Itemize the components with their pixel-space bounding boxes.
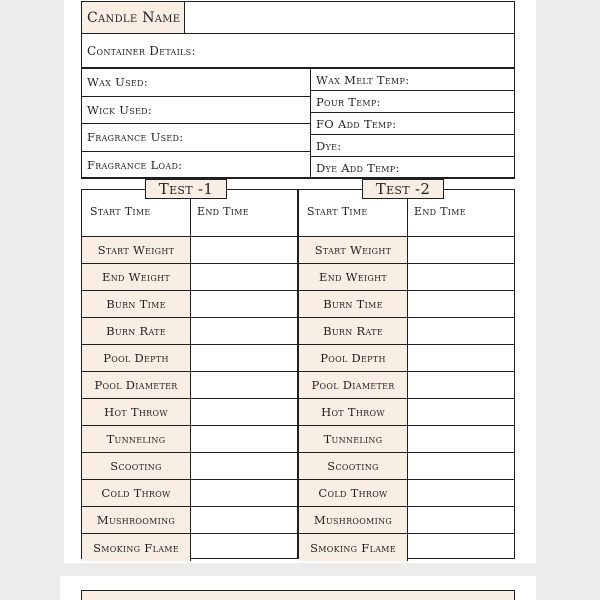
- metric-row: [299, 453, 514, 480]
- test-2-end-time-label: End Time: [414, 205, 466, 218]
- metric-label: Smoking Flame: [82, 534, 191, 561]
- pour-temp-field[interactable]: [311, 91, 514, 113]
- metric-label: Cold Throw: [299, 480, 408, 506]
- metric-label: Burn Rate: [82, 318, 191, 344]
- fragrance-used-field[interactable]: [82, 124, 310, 152]
- metric-row: [299, 426, 514, 453]
- wick-used-field[interactable]: [82, 97, 310, 125]
- metric-value-field[interactable]: [191, 318, 297, 344]
- metric-row: [299, 399, 514, 426]
- candle-details-grid: [81, 67, 515, 179]
- dye-field[interactable]: [311, 135, 514, 157]
- metric-row: [82, 291, 297, 318]
- metric-label: Pool Depth: [82, 345, 191, 371]
- metric-label: Tunneling: [82, 426, 191, 452]
- metric-label: Burn Rate: [299, 318, 408, 344]
- metric-value-field[interactable]: [191, 345, 297, 371]
- fragrance-used-label: Fragrance Used:: [87, 130, 184, 145]
- metric-value-field[interactable]: [408, 318, 514, 344]
- metric-row: [82, 372, 297, 399]
- dye-add-temp-label: Dye Add Temp:: [316, 161, 400, 175]
- dye-label: Dye:: [316, 138, 342, 153]
- candle-name-field[interactable]: [184, 1, 515, 34]
- metric-row: [299, 291, 514, 318]
- metric-label: Hot Throw: [82, 399, 191, 425]
- wax-melt-temp-label: Wax Melt Temp:: [316, 72, 410, 87]
- wick-used-label: Wick Used:: [87, 102, 153, 117]
- metric-value-field[interactable]: [191, 399, 297, 425]
- test-1-table: [81, 189, 298, 559]
- metric-label: Hot Throw: [299, 399, 408, 425]
- fragrance-load-label: Fragrance Load:: [87, 158, 183, 173]
- metric-row: [82, 399, 297, 426]
- metric-value-field[interactable]: [408, 453, 514, 479]
- metric-label: Mushrooming: [299, 507, 408, 533]
- metric-value-field[interactable]: [408, 264, 514, 290]
- candle-name-label: Candle Name: [81, 1, 185, 34]
- metric-row: [299, 237, 514, 264]
- test-2-start-time-label: Start Time: [307, 205, 368, 218]
- metric-value-field[interactable]: [408, 534, 514, 561]
- fo-add-temp-field[interactable]: [311, 113, 514, 135]
- metric-row: [299, 264, 514, 291]
- metric-value-field[interactable]: [408, 237, 514, 263]
- metric-label: Start Weight: [82, 237, 191, 263]
- metric-value-field[interactable]: [408, 426, 514, 452]
- metric-value-field[interactable]: [191, 264, 297, 290]
- fragrance-load-field[interactable]: [82, 152, 310, 180]
- metric-value-field[interactable]: [191, 534, 297, 561]
- metric-row: [82, 426, 297, 453]
- metric-label: Pool Depth: [299, 345, 408, 371]
- next-page-title-box: [81, 590, 515, 600]
- metric-row: [299, 372, 514, 399]
- container-details-label: Container Details:: [87, 43, 196, 58]
- metric-label: Start Weight: [299, 237, 408, 263]
- wax-used-field[interactable]: [82, 69, 310, 97]
- metric-row: [82, 480, 297, 507]
- container-details-field[interactable]: [81, 33, 515, 68]
- metric-value-field[interactable]: [408, 345, 514, 371]
- metric-value-field[interactable]: [408, 480, 514, 506]
- metric-label: Pool Diameter: [82, 372, 191, 398]
- metric-value-field[interactable]: [191, 426, 297, 452]
- test-1-end-time-label: End Time: [197, 205, 249, 218]
- metric-row: [299, 318, 514, 345]
- metric-label: Tunneling: [299, 426, 408, 452]
- metric-value-field[interactable]: [191, 453, 297, 479]
- metric-label: Scooting: [82, 453, 191, 479]
- metric-row: [82, 345, 297, 372]
- metric-row: [299, 345, 514, 372]
- metric-label: Scooting: [299, 453, 408, 479]
- metric-label: Burn Time: [299, 291, 408, 317]
- metric-row: [82, 534, 297, 561]
- test-2-title: Test -2: [362, 179, 444, 199]
- metric-label: Pool Diameter: [299, 372, 408, 398]
- metric-value-field[interactable]: [408, 507, 514, 533]
- wax-melt-temp-field[interactable]: [311, 69, 514, 91]
- pour-temp-label: Pour Temp:: [316, 94, 381, 109]
- metric-value-field[interactable]: [191, 480, 297, 506]
- metric-row: [299, 534, 514, 561]
- fo-add-temp-label: FO Add Temp:: [316, 116, 397, 131]
- metric-row: [82, 507, 297, 534]
- metric-label: End Weight: [82, 264, 191, 290]
- metric-row: [82, 264, 297, 291]
- metric-label: End Weight: [299, 264, 408, 290]
- test-2-table: [298, 189, 515, 559]
- wax-used-label: Wax Used:: [87, 75, 148, 90]
- metric-value-field[interactable]: [408, 399, 514, 425]
- metric-label: Mushrooming: [82, 507, 191, 533]
- test-1-metric-list: [82, 237, 297, 561]
- metric-row: [82, 453, 297, 480]
- test-1-start-time-label: Start Time: [90, 205, 151, 218]
- metric-label: Smoking Flame: [299, 534, 408, 561]
- metric-value-field[interactable]: [408, 291, 514, 317]
- details-left-column: [82, 69, 311, 177]
- metric-row: [82, 318, 297, 345]
- test-2-metric-list: [299, 237, 514, 561]
- test-1-title: Test -1: [145, 179, 227, 199]
- metric-value-field[interactable]: [191, 507, 297, 533]
- metric-row: [299, 507, 514, 534]
- dye-add-temp-field[interactable]: [311, 157, 514, 179]
- metric-label: Cold Throw: [82, 480, 191, 506]
- metric-value-field[interactable]: [408, 372, 514, 398]
- details-right-column: [311, 69, 514, 177]
- metric-value-field[interactable]: [191, 291, 297, 317]
- metric-row: [82, 237, 297, 264]
- metric-label: Burn Time: [82, 291, 191, 317]
- metric-row: [299, 480, 514, 507]
- metric-value-field[interactable]: [191, 237, 297, 263]
- metric-value-field[interactable]: [191, 372, 297, 398]
